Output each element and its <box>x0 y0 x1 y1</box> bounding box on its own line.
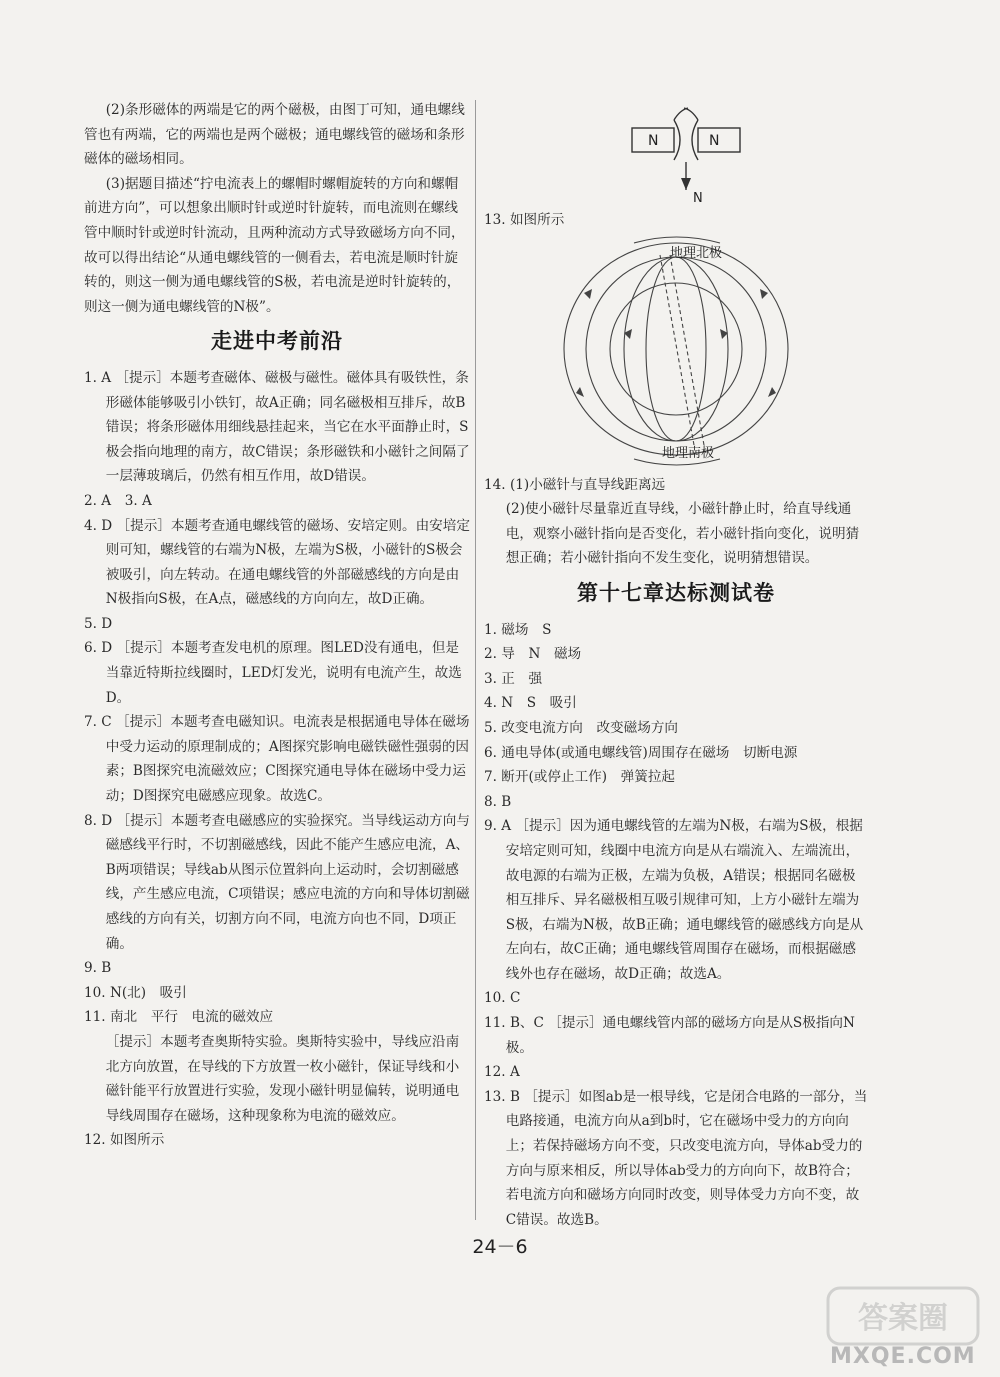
watermark-text: MXQE.COM <box>830 1344 976 1369</box>
geographic-south-label: 地理南极 <box>662 445 715 461</box>
section-title-chapter17: 第十七章达标测试卷 <box>577 580 775 605</box>
answer-9: 9. B <box>84 960 112 977</box>
magnet-left-label: N <box>648 133 659 149</box>
test-answer-12: 12. A <box>484 1064 520 1081</box>
test-answer-10: 10. C <box>484 990 521 1007</box>
intro-paragraph-3: (3)据题目描述“拧电流表上的螺帽时螺帽旋转的方向和螺帽前进方向”，可以想象出顺时针或逆时针旋转，而电流则在螺线管中顺时针或逆时针流动，且两种流动方式导致磁场方向不同，故可以得出结论“从通电螺线管的一侧看去，若电流是顺时针旋转的，则这一侧为通电螺线管的S极，若电流是逆时针旋转的，则这一侧为通电螺线管的N极”。 <box>84 175 465 315</box>
answer-5: 5. D <box>84 615 113 632</box>
test-answer-11: 11. B、C ［提示］通电螺线管内部的磁场方向是从S极指向N极。 <box>484 1015 855 1056</box>
compass-needle-label: N <box>693 191 703 206</box>
watermark-logo-text: 答案圈 <box>858 1301 948 1336</box>
answer-7: 7. C ［提示］本题考查电磁知识。电流表是根据通电导体在磁场中受力运动的原理制成的；A图探究影响电磁铁磁性强弱的因素；B图探究电流磁效应；C图探究通电导体在磁场中受力运动；D图探究电磁感应现象。故选C。 <box>84 714 470 805</box>
answer-13-prev: 13. 如图所示 <box>484 212 565 228</box>
answer-8: 8. D ［提示］本题考查电磁感应的实验探究。当导线运动方向与磁感线平行时，不切割磁感线，因此不能产生感应电流，A、B两项错误；导线ab从图示位置斜向上运动时，会切割磁感线，产生感应电流，C项错误；感应电流的方向和导体切割磁感线的方向有关，切割方向不同，电流方向也不同，D项正确。 <box>84 812 470 952</box>
answer-14-1: 14. (1)小磁针与直导线距离远 <box>484 476 666 493</box>
test-answer-6: 6. 通电导体(或通电螺线管)周围存在磁场 切断电源 <box>484 744 798 761</box>
answer-2-3: 2. A 3. A <box>84 492 152 509</box>
answer-11-hint: ［提示］本题考查奥斯特实验。奥斯特实验中，导线应沿南北方向放置，在导线的下方放置一枚小磁针，保证导线和小磁针能平行放置进行实验，发现小磁针明显偏转，说明通电导线周围存在磁场，这种现象称为电流的磁效应。 <box>105 1033 460 1124</box>
earth-magnetic-field-figure <box>484 233 868 473</box>
answer-1: 1. A ［提示］本题考查磁体、磁极与磁性。磁体具有吸铁性，条形磁体能够吸引小铁钉，故A正确；同名磁极相互排斥，故B错误；将条形磁体用细线悬挂起来，当它在水平面静止时，S极会指向地理的南方，故C错误；条形磁铁和小磁针之间隔了一层薄玻璃后，仍然有相互作用，故D错误。 <box>84 369 470 485</box>
magnet-figure <box>484 98 868 208</box>
page-number: 24－6 <box>472 1236 528 1258</box>
test-answer-8: 8. B <box>484 793 512 810</box>
test-answer-2: 2. 导 N 磁场 <box>484 646 582 663</box>
answer-4: 4. D ［提示］本题考查通电螺线管的磁场、安培定则。由安培定则可知，螺线管的右端为N极，左端为S极，小磁针的S极会被吸引，向左转动。在通电螺线管的外部磁感线的方向是由N极指向S极，在A点，磁感线的方向向左，故D正确。 <box>84 517 470 608</box>
column-divider <box>475 100 476 1220</box>
section-title-zhongkao: 走进中考前沿 <box>211 329 343 354</box>
test-answer-1: 1. 磁场 S <box>484 621 552 638</box>
answer-10: 10. N(北) 吸引 <box>84 984 187 1001</box>
answer-12: 12. 如图所示 <box>84 1132 165 1149</box>
test-answer-13: 13. B ［提示］如图ab是一根导线，它是闭合电路的一部分，当电路接通，电流方向从a到b时，它在磁场中受力的方向向上；若保持磁场方向不变，只改变电流方向，导体ab受力的方向与原来相反，所以导体ab受力的方向向下，故B符合；若电流方向和磁场方向同时改变，则导体受力方向不变，故C错误。故选B。 <box>484 1088 868 1228</box>
answer-14-2: (2)使小磁针尽量靠近直导线，小磁针静止时，给直导线通电，观察小磁针指向是否变化，若小磁针指向变化，说明猜想正确；若小磁针指向不发生变化，说明猜想错误。 <box>505 501 860 567</box>
test-answer-9: 9. A ［提示］因为通电螺线管的左端为N极，右端为S极，根据安培定则可知，线圈中电流方向是从右端流入、左端流出，故电源的右端为正极，左端为负极，A错误；根据同名磁极相互排斥、异名磁极相互吸引规律可知，上方小磁针左端为S极，右端为N极，故B正确；通电螺线管的磁感线方向是从左向右，故C正确；通电螺线管周围存在磁场，而根据磁感线外也存在磁场，故D正确；故选A。 <box>484 818 864 982</box>
answer-6: 6. D ［提示］本题考查发电机的原理。图LED没有通电，但是当靠近特斯拉线圈时，LED灯发光，说明有电流产生，故选D。 <box>84 640 462 706</box>
left-column <box>84 98 470 1153</box>
magnet-right-label: N <box>709 133 720 149</box>
geographic-north-label: 地理北极 <box>670 245 723 261</box>
test-answer-7: 7. 断开(或停止工作) 弹簧拉起 <box>484 769 676 786</box>
intro-paragraph-2: (2)条形磁体的两端是它的两个磁极，由图丁可知，通电螺线管也有两端，它的两端也是两个磁极；通电螺线管的磁场和条形磁体的磁场相同。 <box>84 102 465 168</box>
answer-11: 11. 南北 平行 电流的磁效应 <box>84 1009 274 1026</box>
test-answer-3: 3. 正 强 <box>484 670 543 687</box>
right-column <box>484 98 868 1232</box>
test-answer-5: 5. 改变电流方向 改变磁场方向 <box>484 719 679 736</box>
test-answer-4: 4. N S 吸引 <box>484 695 577 712</box>
